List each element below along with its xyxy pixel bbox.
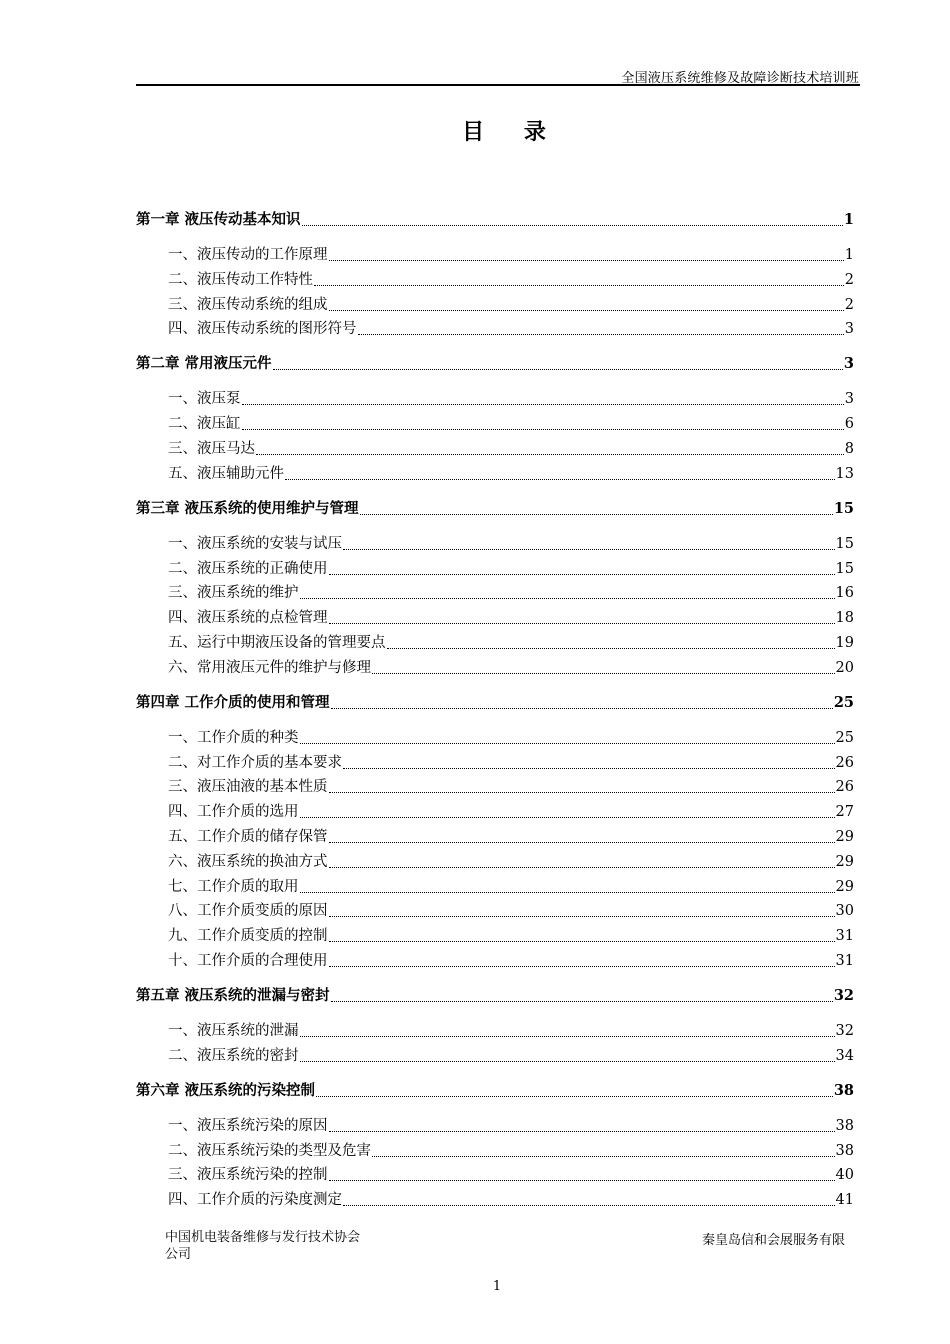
toc-entry-page: 8	[844, 441, 854, 457]
toc-dot-leader	[300, 1036, 835, 1037]
toc-entry-page: 38	[835, 1142, 854, 1159]
toc-entry-page: 29	[835, 878, 854, 895]
toc-dot-leader	[302, 225, 843, 226]
toc-entry-label: 一、液压传动的工作原理	[168, 247, 328, 263]
footer-right: 秦皇岛信和会展服务有限	[701, 1233, 845, 1248]
toc-entry-label: 六、液压系统的换油方式	[168, 853, 328, 870]
toc-entry-label: 第四章 工作介质的使用和管理	[136, 693, 330, 711]
toc-entry-page: 26	[835, 779, 854, 796]
toc-entry-label: 二、液压缸	[168, 416, 241, 433]
toc-entry-label: 五、液压辅助元件	[168, 465, 284, 482]
toc-dot-leader	[329, 623, 835, 624]
toc-entry-label: 第三章 液压系统的使用维护与管理	[136, 499, 359, 517]
toc-entry-label: 第二章 常用液压元件	[136, 355, 272, 373]
toc-section-entry[interactable]	[168, 439, 854, 459]
toc-entry-label: 二、液压系统污染的类型及危害	[168, 1142, 371, 1159]
toc-dot-leader	[256, 454, 844, 455]
toc-entry-label: 五、工作介质的储存保管	[168, 829, 328, 845]
toc-dot-leader	[329, 574, 835, 575]
page-number: 1	[492, 1279, 502, 1294]
toc-entry-label: 九、工作介质变质的控制	[168, 928, 328, 945]
toc-entry-page: 1	[844, 247, 854, 263]
toc-entry-label: 七、工作介质的取用	[168, 878, 299, 895]
toc-entry-label: 六、常用液压元件的维护与修理	[168, 659, 371, 676]
toc-entry-label: 三、液压系统污染的控制	[168, 1167, 328, 1184]
toc-entry-label: 四、液压系统的点检管理	[168, 610, 328, 627]
toc-entry-page: 6	[844, 416, 854, 433]
toc-entry-page: 15	[835, 560, 854, 577]
toc-entry-label: 二、液压系统的正确使用	[168, 560, 328, 577]
toc-section-entry[interactable]	[168, 464, 854, 484]
toc-dot-leader	[329, 260, 844, 261]
toc-entry-page: 2	[844, 271, 854, 288]
toc-section-entry[interactable]	[168, 1141, 854, 1161]
toc-entry-page: 1	[843, 211, 854, 228]
toc-entry-page: 29	[835, 829, 854, 845]
toc-dot-leader	[242, 404, 844, 405]
toc-dot-leader	[329, 792, 835, 793]
toc-dot-leader	[358, 334, 844, 335]
toc-section-entry[interactable]	[168, 245, 854, 265]
toc-dot-leader	[329, 966, 835, 967]
toc-dot-leader	[331, 1001, 833, 1002]
toc-entry-label: 二、液压系统的密封	[168, 1047, 299, 1064]
toc-chapter-entry[interactable]	[136, 210, 854, 230]
toc-entry-page: 16	[835, 585, 854, 602]
toc-dot-leader	[387, 648, 835, 649]
toc-section-entry[interactable]	[168, 753, 854, 773]
toc-entry-page: 31	[835, 928, 854, 945]
toc-dot-leader	[300, 743, 835, 744]
toc-entry-label: 十、工作介质的合理使用	[168, 953, 328, 969]
toc-entry-page: 20	[835, 659, 854, 676]
toc-section-entry[interactable]	[168, 559, 854, 579]
toc-dot-leader	[300, 1061, 835, 1062]
toc-section-entry[interactable]	[168, 777, 854, 797]
toc-entry-page: 13	[835, 465, 854, 482]
toc-entry-page: 31	[835, 953, 854, 969]
toc-section-entry[interactable]	[168, 1021, 854, 1041]
toc-dot-leader	[372, 673, 835, 674]
toc-entry-page: 38	[835, 1117, 854, 1134]
toc-dot-leader	[331, 708, 833, 709]
toc-dot-leader	[273, 369, 843, 370]
toc-dot-leader	[314, 285, 844, 286]
toc-entry-label: 一、液压系统的安装与试压	[168, 535, 342, 552]
toc-section-entry[interactable]	[168, 852, 854, 872]
toc-section-entry[interactable]	[168, 270, 854, 290]
toc-entry-page: 2	[844, 296, 854, 313]
toc-chapter-entry[interactable]	[136, 1081, 854, 1101]
toc-section-entry[interactable]	[168, 877, 854, 897]
toc-dot-leader	[343, 768, 835, 769]
toc-dot-leader	[329, 1131, 835, 1132]
toc-chapter-entry[interactable]	[136, 354, 854, 374]
toc-section-entry[interactable]	[168, 951, 854, 971]
toc-dot-leader	[329, 842, 835, 843]
toc-entry-page: 29	[835, 853, 854, 870]
toc-section-entry[interactable]	[168, 1116, 854, 1136]
toc-dot-leader	[329, 867, 835, 868]
toc-section-entry[interactable]	[168, 608, 854, 628]
toc-section-entry[interactable]	[168, 728, 854, 748]
toc-section-entry[interactable]	[168, 389, 854, 409]
toc-section-entry[interactable]	[168, 583, 854, 603]
toc-entry-page: 15	[833, 499, 854, 517]
toc-section-entry[interactable]	[168, 1046, 854, 1066]
toc-section-entry[interactable]	[168, 319, 854, 339]
footer-left-line1: 中国机电装备维修与发行技术协会	[165, 1230, 361, 1245]
toc-entry-label: 八、工作介质变质的原因	[168, 903, 328, 920]
toc-dot-leader	[372, 1156, 835, 1157]
toc-entry-label: 四、液压传动系统的图形符号	[168, 321, 357, 338]
toc-entry-label: 一、工作介质的种类	[168, 729, 299, 746]
toc-entry-label: 四、工作介质的选用	[168, 804, 299, 821]
toc-dot-leader	[300, 598, 835, 599]
page-title: 目 录	[462, 119, 562, 145]
toc-entry-label: 一、液压系统污染的原因	[168, 1117, 328, 1134]
footer-left-line2: 公司	[165, 1247, 192, 1262]
toc-section-entry[interactable]	[168, 534, 854, 554]
toc-section-entry[interactable]	[168, 295, 854, 315]
toc-dot-leader	[343, 1205, 835, 1206]
toc-entry-label: 四、工作介质的污染度测定	[168, 1192, 342, 1209]
toc-entry-page: 38	[833, 1081, 854, 1099]
toc-entry-label: 第五章 液压系统的泄漏与密封	[136, 987, 330, 1004]
toc-entry-page: 3	[844, 321, 854, 338]
toc-entry-label: 三、液压油液的基本性质	[168, 779, 328, 796]
toc-dot-leader	[316, 1096, 833, 1097]
toc-entry-page: 30	[835, 903, 854, 920]
toc-entry-label: 二、液压传动工作特性	[168, 271, 313, 288]
toc-entry-label: 三、液压传动系统的组成	[168, 296, 328, 313]
toc-entry-page: 3	[843, 355, 854, 373]
toc-entry-page: 40	[835, 1167, 854, 1184]
toc-entry-page: 41	[835, 1192, 854, 1209]
toc-entry-label: 五、运行中期液压设备的管理要点	[168, 635, 386, 651]
toc-entry-label: 三、液压系统的维护	[168, 585, 299, 602]
toc-entry-page: 18	[835, 610, 854, 627]
toc-entry-label: 二、对工作介质的基本要求	[168, 754, 342, 771]
toc-entry-label: 一、液压系统的泄漏	[168, 1023, 299, 1039]
toc-entry-page: 34	[835, 1047, 854, 1064]
toc-entry-page: 15	[835, 535, 854, 552]
footer-left	[165, 1229, 360, 1263]
toc-chapter-entry[interactable]	[136, 693, 854, 713]
toc-entry-label: 一、液压泵	[168, 391, 241, 408]
toc-dot-leader	[329, 310, 844, 311]
toc-entry-page: 27	[835, 804, 854, 821]
toc-entry-label: 第一章 液压传动基本知识	[136, 211, 301, 228]
toc-entry-page: 32	[833, 987, 854, 1004]
toc-dot-leader	[360, 514, 833, 515]
toc-section-entry[interactable]	[168, 802, 854, 822]
toc-section-entry[interactable]	[168, 633, 854, 653]
toc-entry-page: 3	[844, 391, 854, 408]
toc-dot-leader	[329, 1180, 835, 1181]
toc-dot-leader	[300, 892, 835, 893]
toc-dot-leader	[300, 817, 835, 818]
toc-section-entry[interactable]	[168, 1190, 854, 1210]
toc-entry-page: 32	[835, 1023, 854, 1039]
toc-dot-leader	[285, 479, 835, 480]
header-rule	[136, 84, 860, 86]
toc-chapter-entry[interactable]	[136, 499, 854, 519]
toc-dot-leader	[329, 916, 835, 917]
toc-section-entry[interactable]	[168, 827, 854, 847]
toc-entry-page: 25	[835, 729, 854, 746]
toc-entry-page: 25	[833, 693, 854, 711]
toc-entry-page: 19	[835, 635, 854, 651]
toc-entry-label: 三、液压马达	[168, 441, 255, 457]
toc-dot-leader	[329, 941, 835, 942]
toc-section-entry[interactable]	[168, 926, 854, 946]
toc-chapter-entry[interactable]	[136, 986, 854, 1006]
toc-dot-leader	[343, 549, 835, 550]
toc-section-entry[interactable]	[168, 414, 854, 434]
toc-section-entry[interactable]	[168, 1165, 854, 1185]
toc-section-entry[interactable]	[168, 658, 854, 678]
toc-entry-label: 第六章 液压系统的污染控制	[136, 1081, 316, 1099]
toc-section-entry[interactable]	[168, 901, 854, 921]
header-title: 全国液压系统维修及故障诊断技术培训班	[621, 71, 859, 86]
toc-dot-leader	[242, 429, 844, 430]
toc-entry-page: 26	[835, 754, 854, 771]
